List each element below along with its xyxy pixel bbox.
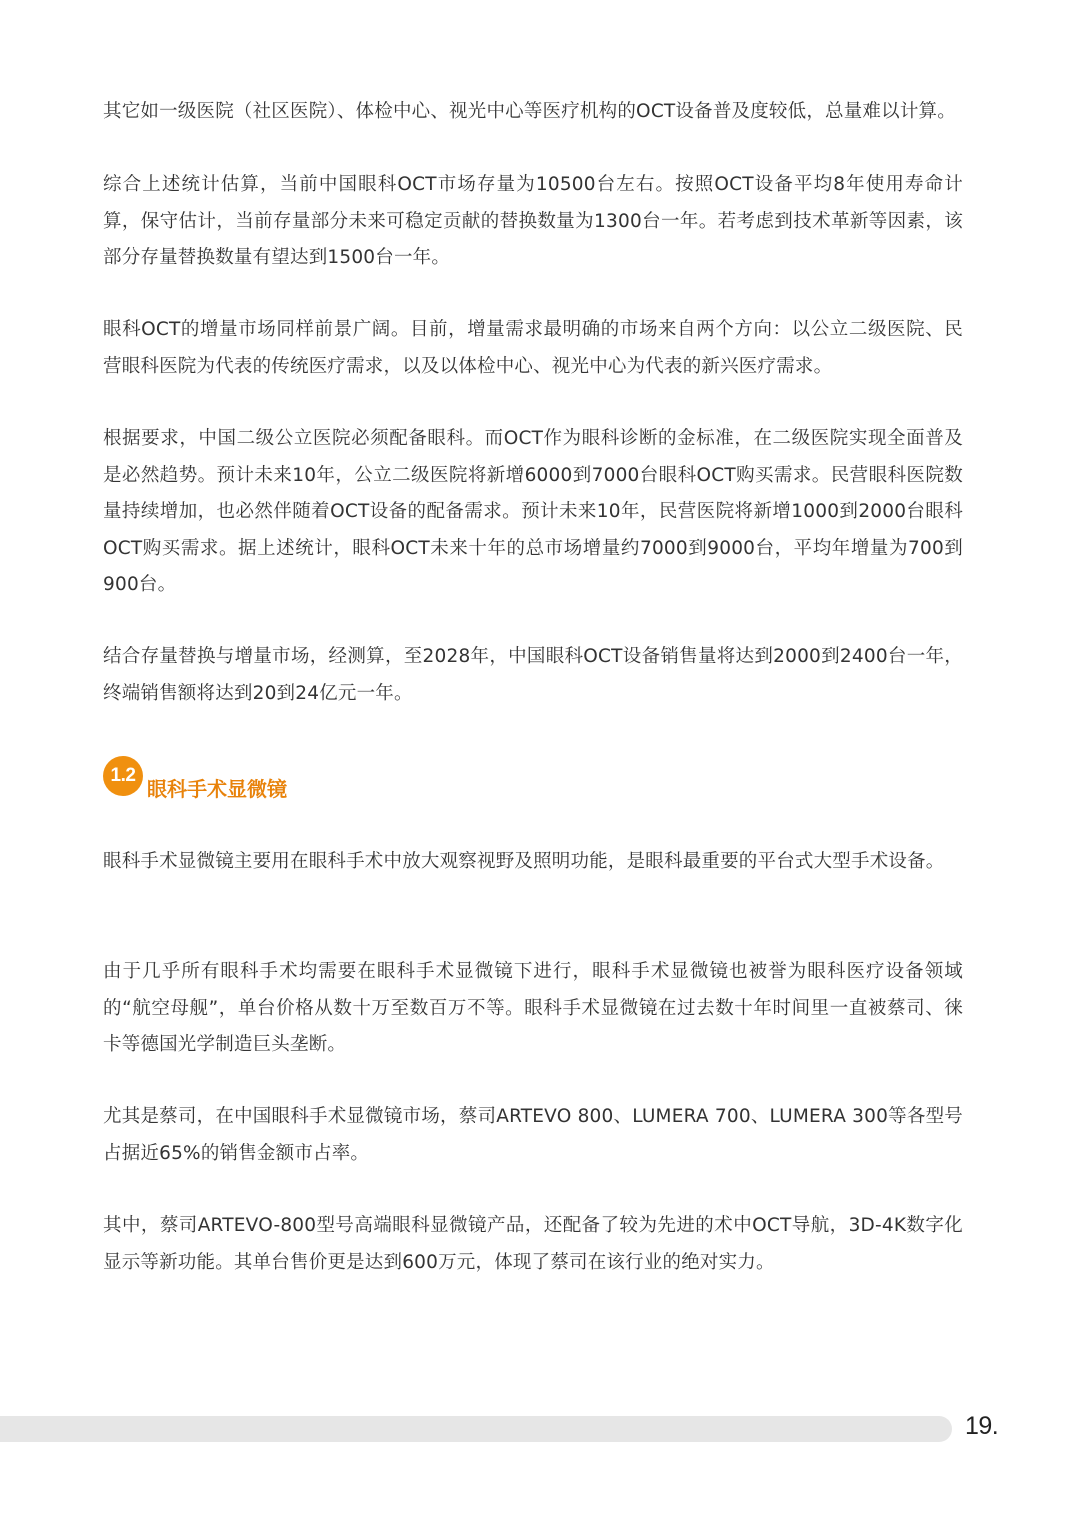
paragraph-zeiss-share: 尤其是蔡司，在中国眼科手术显微镜市场，蔡司ARTEVO 800、LUMERA 700、LUMERA 300等各型号占据近65%的销售金额市占率。 (103, 1106, 963, 1164)
paragraph-microscope-intro: 眼科手术显微镜主要用在眼科手术中放大观察视野及照明功能，是眼科最重要的平台式大型手术设备。 (103, 851, 945, 872)
paragraph-artevo-800: 其中，蔡司ARTEVO-800型号高端眼科显微镜产品，还配备了较为先进的术中OCT导航，3D-4K数字化显示等新功能。其单台售价更是达到600万元，体现了蔡司在该行业的绝对实力。 (103, 1215, 963, 1273)
paragraph-forecast-2028: 结合存量替换与增量市场，经测算，至2028年，中国眼科OCT设备销售量将达到2000到2400台一年，终端销售额将达到20到24亿元一年。 (103, 646, 963, 704)
paragraph-microscope-market: 由于几乎所有眼科手术均需要在眼科手术显微镜下进行，眼科手术显微镜也被誉为眼科医疗设备领域的“航空母舰”，单台价格从数十万至数百万不等。眼科手术显微镜在过去数十年时间里一直被蔡司、徕卡等德国光学制造巨头垄断。 (103, 961, 963, 1055)
paragraph-other-institutions: 其它如一级医院（社区医院）、体检中心、视光中心等医疗机构的OCT设备普及度较低，总量难以计算。 (103, 101, 956, 122)
section-number-badge: 1.2 (103, 756, 143, 796)
footer-bar (0, 1416, 952, 1442)
section-heading (103, 756, 287, 801)
paragraph-stock-estimate: 综合上述统计估算，当前中国眼科OCT市场存量为10500台左右。按照OCT设备平均8年使用寿命计算，保守估计，当前存量部分未来可稳定贡献的替换数量为1300台一年。若考虑到技术革新等因素，该部分存量替换数量有望达到1500台一年。 (103, 174, 963, 268)
paragraph-incremental-market: 眼科OCT的增量市场同样前景广阔。目前，增量需求最明确的市场来自两个方向：以公立二级医院、民营眼科医院为代表的传统医疗需求，以及以体检中心、视光中心为代表的新兴医疗需求。 (103, 319, 963, 377)
page-number: 19. (965, 1412, 999, 1440)
section-title: 眼科手术显微镜 (147, 776, 287, 801)
paragraph-requirements: 根据要求，中国二级公立医院必须配备眼科。而OCT作为眼科诊断的金标准，在二级医院实现全面普及是必然趋势。预计未来10年，公立二级医院将新增6000到7000台眼科OCT购买需求。民营眼科医院数量持续增加，也必然伴随着OCT设备的配备需求。预计未来10年，民营医院将新增1000到2000台眼科OCT购买需求。据上述统计，眼科OCT未来十年的总市场增量约7000到9000台，平均年增量为700到900台。 (103, 428, 963, 595)
